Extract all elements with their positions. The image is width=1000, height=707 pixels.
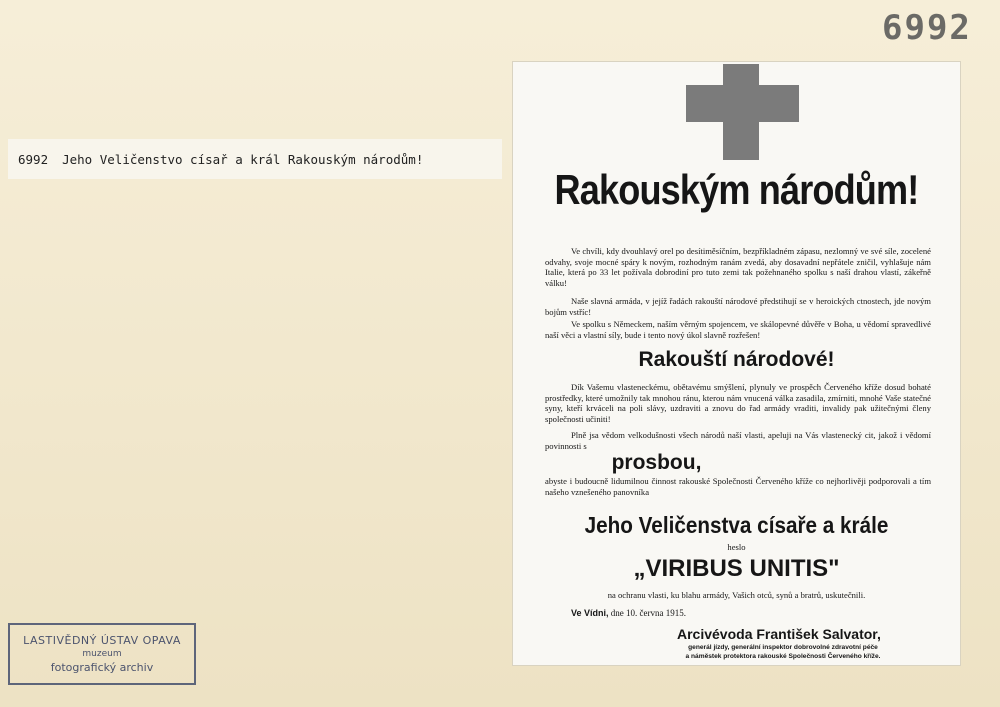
word-heslo: heslo [727, 542, 746, 552]
paragraph-7: na ochranu vlasti, ku blahu armády, Vašich otců, synů a bratrů, uskutečnili. [607, 590, 866, 600]
signature-title-2: a náměstek protektora rakouské Společnosti Červeného kříže. [685, 653, 881, 660]
paragraph-3: Ve spolku s Německem, naším věrným spojencem, ve skálopevné důvěře v Boha, u vědomí spravedlivé naší věci a vlastní síly, bude i tento nový úkol slavně rozřešen! [545, 319, 931, 340]
caption-number: 6992 [18, 151, 49, 167]
poster [513, 62, 960, 665]
inventory-number: 6992 [882, 8, 972, 48]
paragraph-6: abyste i budoucně lidumilnou činnost rakouské Společnosti Červeného kříže co nejhorlivěji podporovali a tím našeho vznešeného panovníka [545, 476, 931, 497]
heading-rakousti-narodove: Rakouští národové! [638, 348, 835, 371]
stamp-line-3: fotografický archiv [50, 661, 154, 674]
date-place: Ve Vídni, [571, 608, 609, 618]
stamp-line-1: LASTIVĚDNÝ ÚSTAV OPAVA [23, 634, 181, 647]
caption-text: Jeho Veličenstvo císař a král Rakouským národům! [62, 151, 424, 167]
date-line [571, 608, 686, 618]
paragraph-2: Naše slavná armáda, v jejíž řadách rakouští národové předstihují se v heroických ctnostech, jde novým bojům vstříc! [545, 296, 931, 317]
poster-title: Rakouským národům! [554, 166, 919, 213]
paragraph-4: Dík Vašemu vlasteneckému, obětavému smýšlení, plynuly ve prospěch Červeného kříže dosud bohaté prostředky, které umožnily tak mnohou ránu, kterou nám vnucená válka zasadila, zmírniti, mnohé Vaše statečné syny, kteří krváceli na poli slávy, uzdraviti a znovu do řad armády vraditi, invalidy pak užitečnými členy společnosti učiniti! [545, 382, 931, 424]
heading-prosbou: prosbou, [611, 451, 702, 474]
date-value: dne 10. června 1915. [610, 608, 686, 618]
paragraph-5: Plně jsa vědom velkodušnosti všech národů naší vlasti, apeluji na Vás vlastenecký cit, jakož i vědomí povinnosti s [545, 430, 931, 451]
signature-title-1: generál jízdy, generální inspektor dobrovolné zdravotní péče [688, 644, 878, 651]
caption-label [8, 139, 502, 179]
paragraph-1: Ve chvíli, kdy dvouhlavý orel po desítiměsíčním, bezpříkladném zápasu, nezlomný ve své síle, zocelené odvahy, svoje mocné spáry k novým, rozhodným ranám zvedá, aby dosavadní nepřátele zničil, vyhlašuje nám Italie, která po 33 let požívala dobrodiní pro tuto zemi tak požehnaného spolku s naší drahou vlastí, zákeřně válku! [545, 246, 931, 288]
archive-stamp [8, 623, 196, 685]
signature: Arcivévoda František Salvator, [677, 626, 881, 642]
stamp-line-2: muzeum [82, 649, 122, 659]
heading-jeho-velicenstva: Jeho Veličenstva císaře a krále [584, 512, 889, 538]
red-cross-icon-bar [686, 85, 799, 122]
motto-viribus-unitis: „VIRIBUS UNITIS" [633, 555, 840, 582]
